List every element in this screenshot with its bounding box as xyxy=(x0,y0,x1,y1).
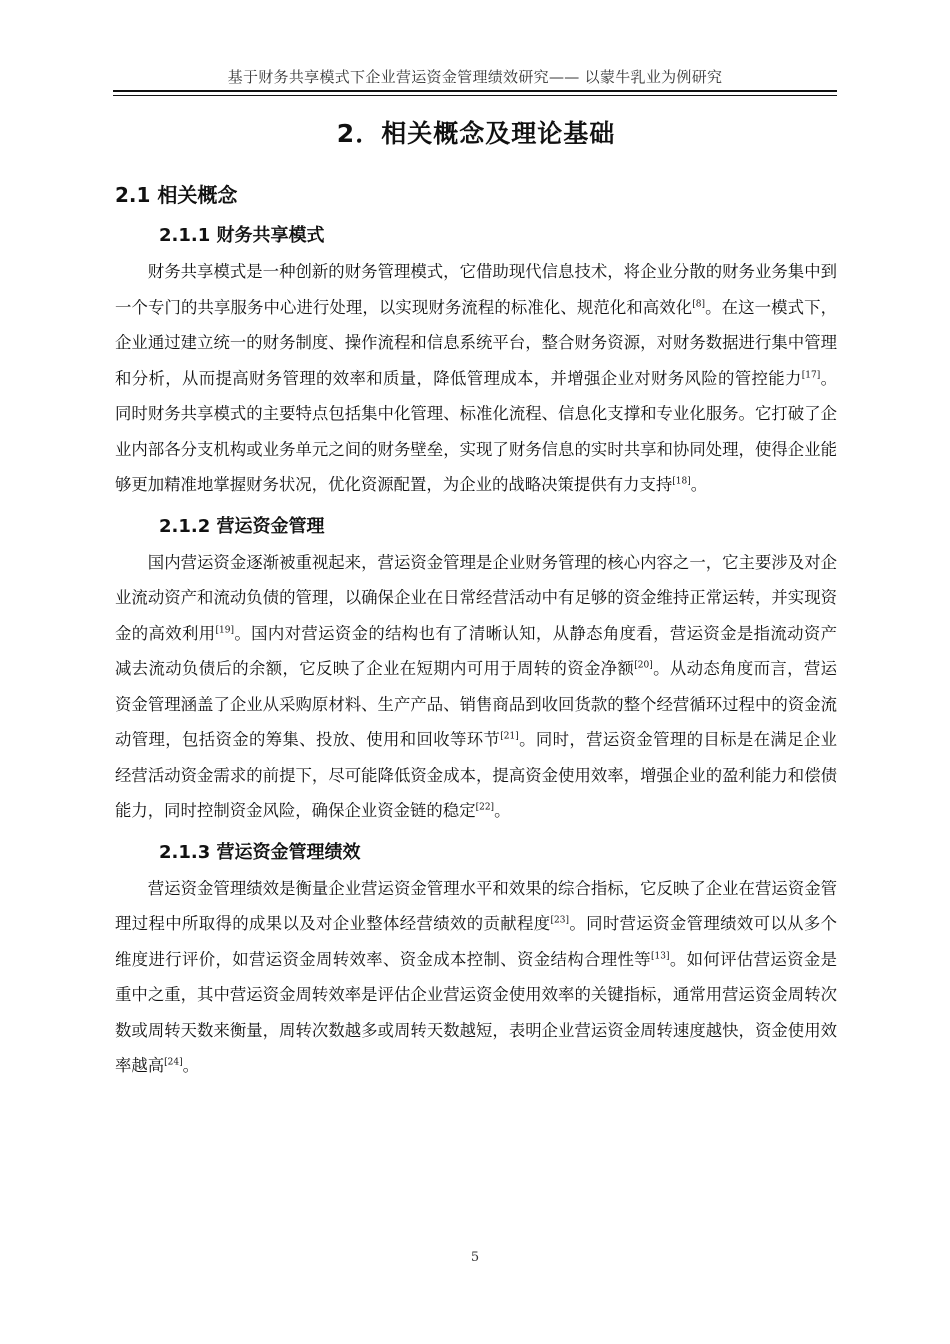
header-rule-thick xyxy=(113,90,837,92)
citation: [17] xyxy=(801,370,821,381)
text-span: 。同时财务共享模式的主要特点包括集中化管理、标准化流程、信息化支撑和专业化服务。它打破了企业内部各分支机构或业务单元之间的财务壁垒，实现了财务信息的实时共享和协同处理，使得企业能够更加精准地掌握财务状况，优化资源配置，为企业的战略决策提供有力支持 xyxy=(115,368,838,494)
text-span: 。同时营运资金管理绩效可以从多个维度进行评价，如营运资金周转效率、资金成本控制、资金结构合理性等 xyxy=(115,914,838,969)
citation: [23] xyxy=(550,915,569,926)
citation: [8] xyxy=(692,299,706,310)
text-span: 。 xyxy=(494,801,511,820)
citation: [13] xyxy=(651,951,670,962)
subsection-title-financial-sharing: 2.1.1 财务共享模式 xyxy=(159,225,325,246)
running-header: 基于财务共享模式下企业营运资金管理绩效研究—— 以蒙牛乳业为例研究 xyxy=(227,68,723,86)
text-span: 。 xyxy=(690,475,708,494)
text-span: 。国内对营运资金的结构也有了清晰认知，从静态角度看，营运资金是指流动资产减去流动负债后的余额，它反映了企业在短期内可用于周转的资金净额 xyxy=(115,623,838,678)
text-span: 。同时，营运资金管理的目标是在满足企业经营活动资金需求的前提下，尽可能降低资金成本，提高资金使用效率，增强企业的盈利能力和偿债能力，同时控制资金风险，确保企业资金链的稳定 xyxy=(115,730,838,820)
chapter-title: 2．相关概念及理论基础 xyxy=(336,119,616,148)
text-span: 营运资金管理绩效是衡量企业营运资金管理水平和效果的综合指标，它反映了企业在营运资金管理过程中所取得的成果以及对企业整体经营绩效的贡献程度 xyxy=(115,878,837,933)
header-rule-thin xyxy=(113,95,837,96)
text-span: 。从动态角度而言，营运资金管理涵盖了企业从采购原材料、生产产品、销售商品到收回货款的整个经营循环过程中的资金流动管理，包括资金的筹集、投放、使用和回收等环节 xyxy=(115,659,838,749)
citation: [24] xyxy=(164,1057,183,1068)
citation: [21] xyxy=(500,731,519,742)
paragraph-working-capital xyxy=(115,545,837,829)
paragraph-financial-sharing xyxy=(115,254,837,503)
text-span: 。 xyxy=(182,1056,200,1075)
text-span: 国内营运资金逐渐被重视起来，营运资金管理是企业财务管理的核心内容之一，它主要涉及对企业流动资产和流动负债的管理，以确保企业在日常经营活动中有足够的资金维持正常运转，并实现资金的高效利用 xyxy=(115,552,837,643)
text-span: 。在这一模式下，企业通过建立统一的财务制度、操作流程和信息系统平台，整合财务资源，对财务数据进行集中管理和分析，从而提高财务管理的效率和质量，降低管理成本，并增强企业对财务风险的管控能力 xyxy=(115,297,838,388)
text-span: 财务共享模式是一种创新的财务管理模式，它借助现代信息技术，将企业分散的财务业务集中到一个专门的共享服务中心进行处理，以实现财务流程的标准化、规范化和高效化 xyxy=(115,262,837,317)
citation: [20] xyxy=(634,660,653,671)
citation: [22] xyxy=(475,802,495,813)
page-number: 5 xyxy=(470,1250,480,1265)
citation: [19] xyxy=(215,625,234,636)
page-content xyxy=(115,112,837,1088)
paragraph-performance xyxy=(115,871,837,1084)
subsection-title-working-capital: 2.1.2 营运资金管理 xyxy=(159,515,325,537)
citation: [18] xyxy=(672,476,691,487)
section-title: 2.1 相关概念 xyxy=(115,183,238,207)
subsection-title-performance: 2.1.3 营运资金管理绩效 xyxy=(159,841,361,863)
text-span: 。如何评估营运资金是重中之重，其中营运资金周转效率是评估企业营运资金使用效率的关键指标，通常用营运资金周转次数或周转天数来衡量，周转次数越多或周转天数越短，表明企业营运资金周转速度越快，资金使用效率越高 xyxy=(115,949,838,1075)
